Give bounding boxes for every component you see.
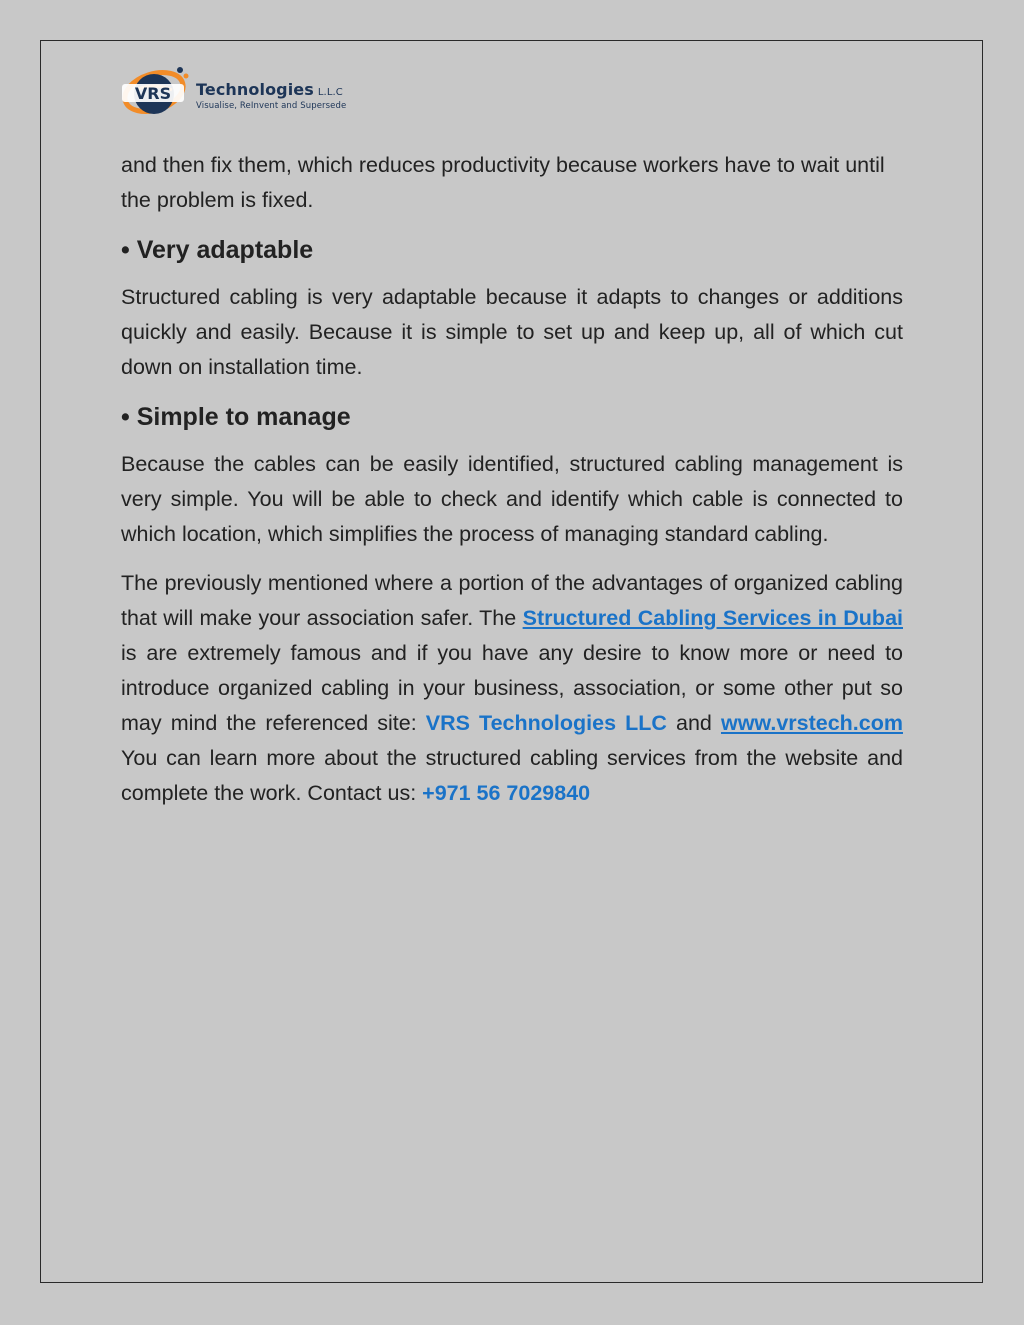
- closing-text-2: is are extremely famous and if you have any desire to know more or need to introduce organized cabling in your business, association, or some other put so may mind the referenced site:: [121, 641, 903, 735]
- closing-paragraph: [121, 566, 903, 811]
- contact-phone: +971 56 7029840: [422, 781, 591, 805]
- closing-text-4: You can learn more about the structured cabling services from the website and complete the work. Contact us:: [121, 746, 903, 805]
- heading-simple-to-manage: • Simple to manage: [121, 403, 351, 431]
- closing-text-1: The previously mentioned where a portion of the advantages of organized cabling that will make your association safer. The: [121, 571, 903, 630]
- paragraph-very-adaptable: Structured cabling is very adaptable because it adapts to changes or additions quickly and easily. Because it is simple to set up and keep up, all of which cut down on installation time.: [121, 285, 903, 379]
- structured-cabling-link[interactable]: Structured Cabling Services in Dubai: [522, 606, 903, 630]
- logo-suffix: L.L.C: [317, 87, 343, 98]
- company-logo: [120, 62, 360, 126]
- paragraph-simple-to-manage: Because the cables can be easily identified, structured cabling management is very simple. You will be able to check and identify which cable is connected to which location, which simplifies the process of managing standard cabling.: [121, 452, 903, 546]
- logo-globe-icon: [120, 62, 196, 126]
- brand-name: VRS Technologies LLC: [425, 711, 667, 735]
- logo-initials: VRS: [134, 84, 172, 103]
- heading-very-adaptable: • Very adaptable: [121, 236, 314, 264]
- intro-paragraph: and then fix them, which reduces productivity because workers have to wait until the problem is fixed.: [121, 153, 885, 212]
- document-body: [121, 148, 903, 825]
- logo-name: Technologies: [196, 80, 314, 99]
- logo-tagline: Visualise, ReInvent and Supersede: [196, 101, 347, 111]
- closing-text-3: and: [666, 711, 721, 735]
- website-link[interactable]: www.vrstech.com: [720, 711, 903, 735]
